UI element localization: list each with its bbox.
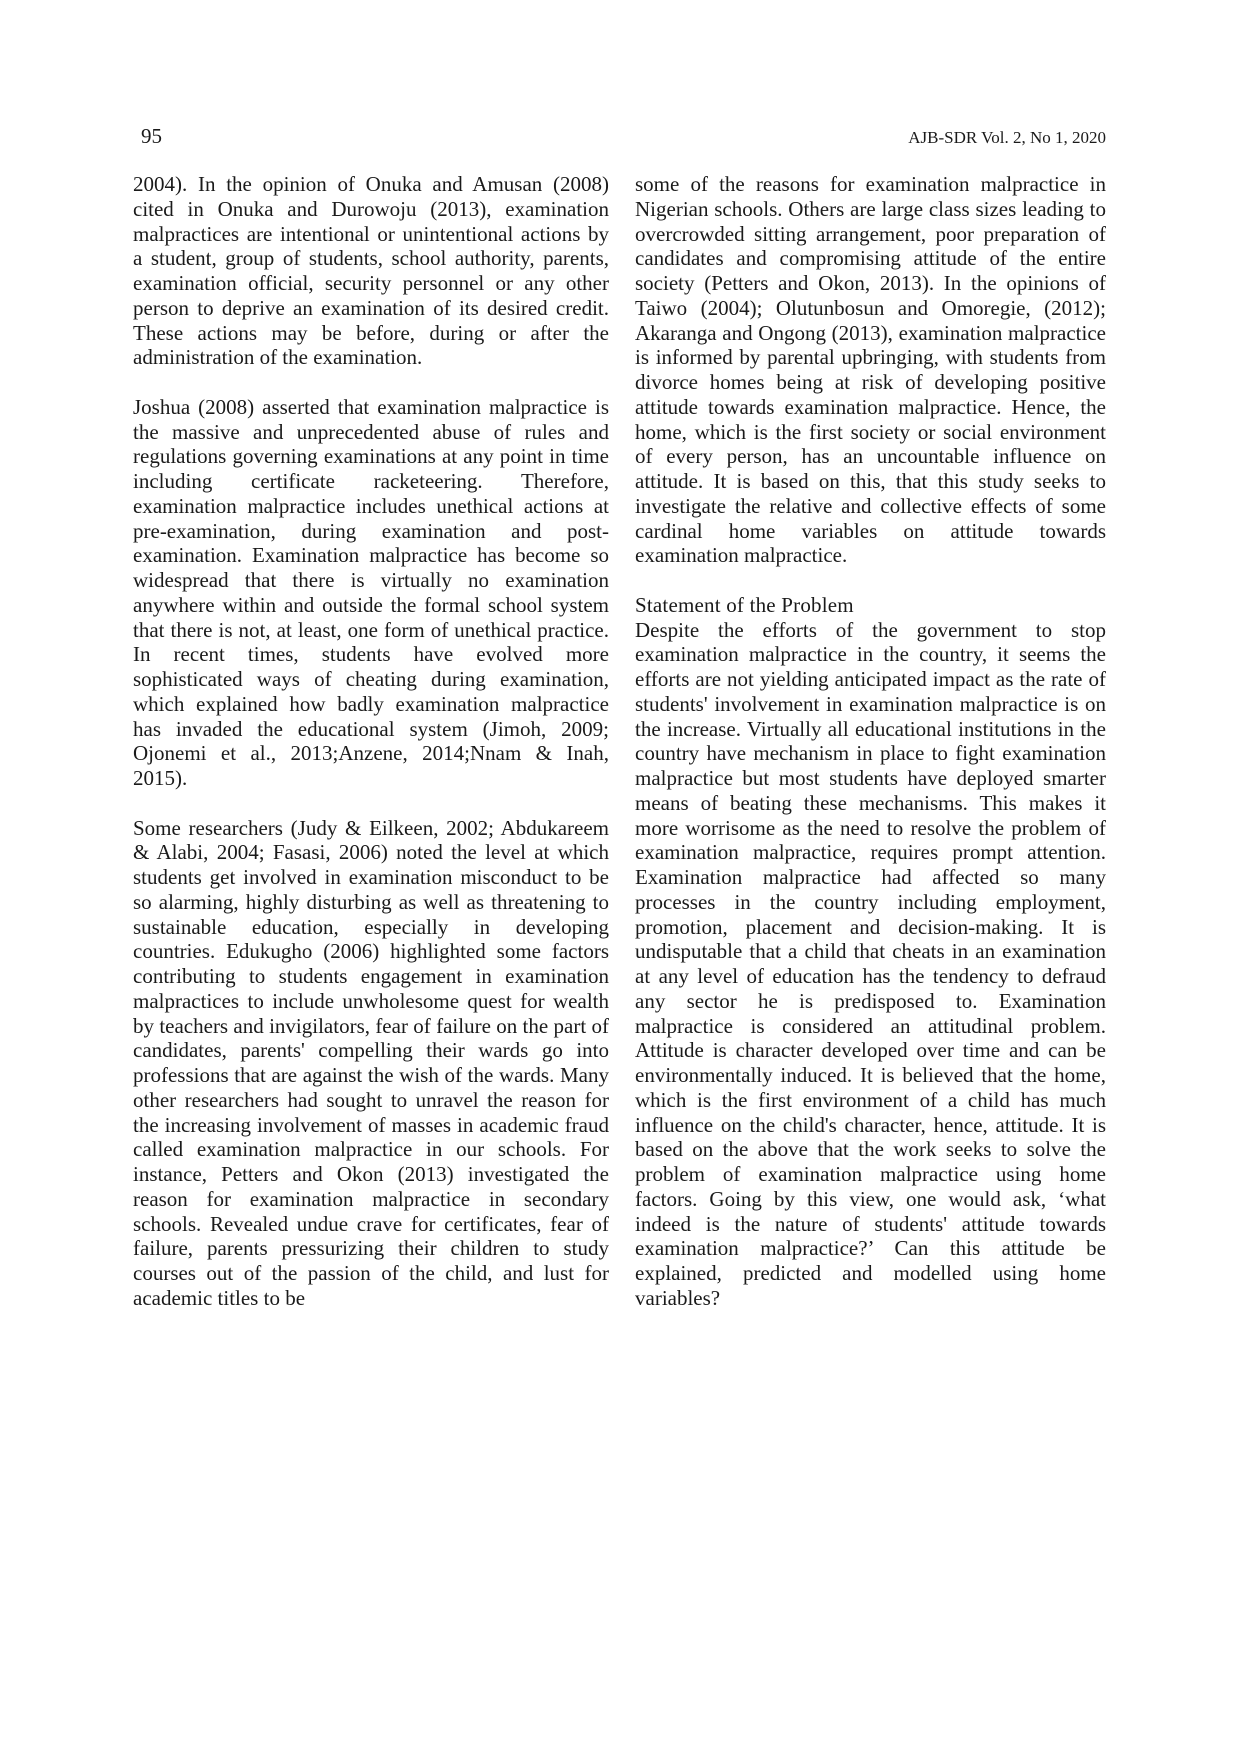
- section-heading: Statement of the Problem: [635, 592, 854, 617]
- paragraph: 2004). In the opinion of Onuka and Amusan (2008) cited in Onuka and Durowoju (2013), examination malpractices are intentional or unintentional actions by a student, group of students, school authority, parents, examination official, security personnel or any other person to deprive an examination of its desired credit. These actions may be before, during or after the administration of the examination.: [133, 172, 609, 370]
- paragraph: Some researchers (Judy & Eilkeen, 2002; Abdukareem & Alabi, 2004; Fasasi, 2006) noted the level at which students get involved in examination misconduct to be so alarming, highly disturbing as well as threatening to sustainable education, especially in developing countries. Edukugho (2006) highlighted some factors contributing to students engagement in examination malpractices to include unwholesome quest for wealth by teachers and invigilators, fear of failure on the part of candidates, parents' compelling their wards go into professions that are against the wish of the wards. Many other researchers had sought to unravel the reason for the increasing involvement of masses in academic fraud called examination malpractice in our schools. For instance, Petters and Okon (2013) investigated the reason for examination malpractice in secondary schools. Revealed undue crave for certificates, fear of failure, parents pressurizing their children to study courses out of the passion of the child, and lust for academic titles to be: [133, 815, 609, 1310]
- journal-reference: AJB-SDR Vol. 2, No 1, 2020: [908, 128, 1106, 147]
- paragraph: Despite the efforts of the government to stop examination malpractice in the country, it seems the efforts are not yielding anticipated impact as the rate of students' involvement in examination malpractice is on the increase. Virtually all educational institutions in the country have mechanism in place to fight examination malpractice but most students have deployed smarter means of beating these mechanisms. This makes it more worrisome as the need to resolve the problem of examination malpractice, requires prompt attention. Examination malpractice had affected so many processes in the country including employment, promotion, placement and decision-making. It is undisputable that a child that cheats in an examination at any level of education has the tendency to defraud any sector he is predisposed to. Examination malpractice is considered an attitudinal problem. Attitude is character developed over time and can be environmentally induced. It is believed that the home, which is the first environment of a child has much influence on the child's character, hence, attitude. It is based on the above that the work seeks to solve the problem of examination malpractice using home factors. Going by this view, one would ask, ‘what indeed is the nature of students' attitude towards examination malpractice?’ Can this attitude be explained, predicted and modelled using home variables?: [635, 617, 1106, 1310]
- paragraph: Joshua (2008) asserted that examination malpractice is the massive and unprecedented abuse of rules and regulations governing examinations at any point in time including certificate racketeering. Therefore, examination malpractice includes unethical actions at pre-examination, during examination and post-examination. Examination malpractice has become so widespread that there is virtually no examination anywhere within and outside the formal school system that there is not, at least, one form of unethical practice. In recent times, students have evolved more sophisticated ways of cheating during examination, which explained how badly examination malpractice has invaded the educational system (Jimoh, 2009; Ojonemi et al., 2013;Anzene, 2014;Nnam & Inah, 2015).: [133, 394, 609, 790]
- right-column: [635, 172, 1106, 1311]
- paragraph: some of the reasons for examination malpractice in Nigerian schools. Others are large class sizes leading to overcrowded sitting arrangement, poor preparation of candidates and compromising attitude of the entire society (Petters and Okon, 2013). In the opinions of Taiwo (2004); Olutunbosun and Omoregie, (2012); Akaranga and Ongong (2013), examination malpractice is informed by parental upbringing, with students from divorce homes being at risk of developing positive attitude towards examination malpractice. Hence, the home, which is the first society or social environment of every person, has an uncountable influence on attitude. It is based on this, that this study seeks to investigate the relative and collective effects of some cardinal home variables on attitude towards examination malpractice.: [635, 172, 1106, 568]
- page-number: 95: [141, 124, 162, 148]
- left-column: [133, 172, 609, 1311]
